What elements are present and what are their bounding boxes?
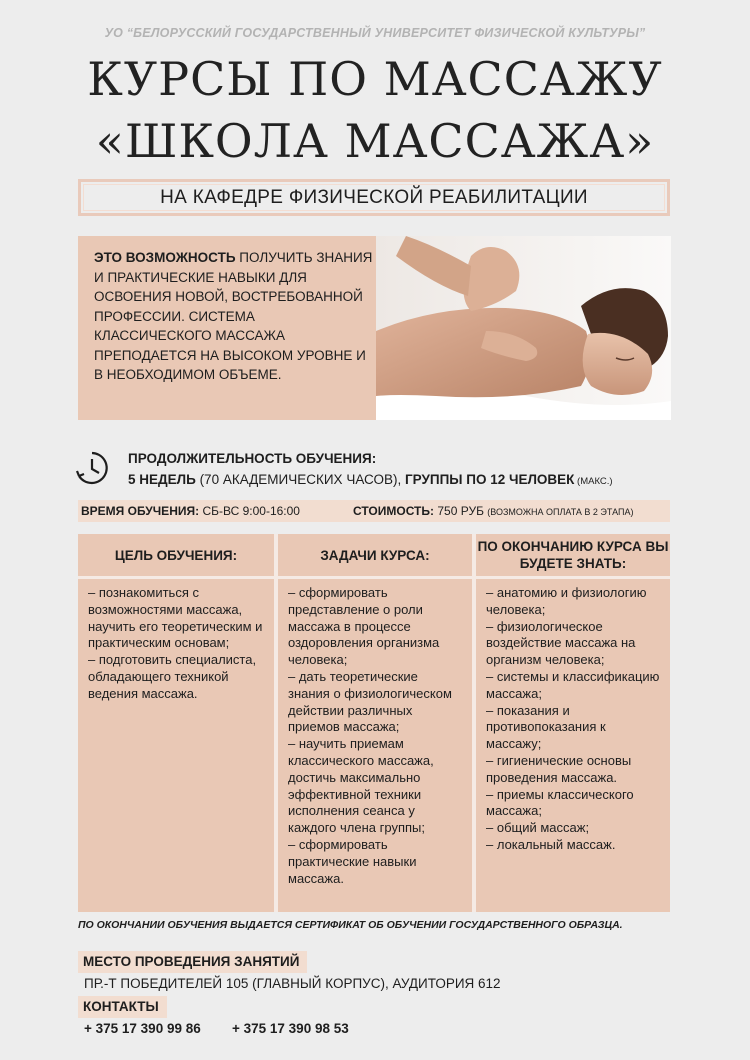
duration-max: (МАКС.) xyxy=(574,476,613,487)
duration-text xyxy=(128,472,613,487)
location-heading: МЕСТО ПРОВЕДЕНИЯ ЗАНЯТИЙ xyxy=(78,951,307,973)
schedule-bar xyxy=(78,500,670,522)
column-outcomes-body: – анатомию и физиологию человека; – физиологическое воздействие массажа на организм человека; – системы и классификацию массажа; – показания и противопоказания к массажу; – гигиенические основы проведения массажа. – приемы классического массажа; – общий массаж; – локальный массаж. xyxy=(486,585,660,852)
department-banner xyxy=(78,179,670,216)
duration-title: ПРОДОЛЖИТЕЛЬНОСТЬ ОБУЧЕНИЯ: xyxy=(128,451,377,466)
duration-hours: (70 АКАДЕМИЧЕСКИХ ЧАСОВ), xyxy=(195,472,405,487)
column-outcomes-heading: ПО ОКОНЧАНИЮ КУРСА ВЫ БУДЕТЕ ЗНАТЬ: xyxy=(477,539,669,571)
back xyxy=(376,308,590,397)
column-outcomes xyxy=(476,534,670,912)
schedule-cost xyxy=(353,500,633,523)
contacts-heading: КОНТАКТЫ xyxy=(78,996,167,1018)
schedule-time xyxy=(81,500,300,522)
cost-label: СТОИМОСТЬ: xyxy=(353,504,435,518)
intro-box xyxy=(78,236,376,420)
info-table xyxy=(78,534,670,912)
title-line-2: «ШКОЛА МАССАЖА» xyxy=(95,114,655,168)
cost-note: (ВОЗМОЖНА ОПЛАТА В 2 ЭТАПА) xyxy=(487,507,634,517)
column-goal-heading: ЦЕЛЬ ОБУЧЕНИЯ: xyxy=(114,547,238,563)
intro-text: ПОЛУЧИТЬ ЗНАНИЯ И ПРАКТИЧЕСКИЕ НАВЫКИ ДЛЯ ОСВОЕНИЯ НОВОЙ, ВОСТРЕБОВАННОЙ ПРОФЕССИИ. СИСТЕМА КЛАССИЧЕСКОГО МАССАЖА ПРЕПОДАЕТСЯ НА ВЫСОКОМ УРОВНЕ И В НЕОБХОДИМОМ ОБЪЕМЕ. xyxy=(94,250,373,382)
university-name: УО “БЕЛОРУССКИЙ ГОСУДАРСТВЕННЫЙ УНИВЕРСИТЕТ ФИЗИЧЕСКОЙ КУЛЬТУРЫ” xyxy=(104,26,646,40)
title-line-1: КУРСЫ ПО МАССАЖУ xyxy=(87,52,663,106)
duration-groups: ГРУППЫ ПО 12 ЧЕЛОВЕК xyxy=(404,472,575,487)
phone-2[interactable]: + 375 17 390 98 53 xyxy=(232,1021,349,1036)
time-label: ВРЕМЯ ОБУЧЕНИЯ: xyxy=(81,504,200,518)
column-tasks-body: – сформировать представление о роли массажа в процессе оздоровления организма человека; – дать теоретические знания о физиологическом действии различных приемов массажа; – научить приемам классического массажа, достичь максимально эффективной техники исполнения сеанса у каждого члена группы; – сформировать практические навыки массажа. xyxy=(288,585,452,886)
column-goal xyxy=(78,534,274,912)
time-value: СБ-ВС 9:00-16:00 xyxy=(199,504,300,518)
cost-value: 750 РУБ xyxy=(434,504,488,518)
column-tasks-heading: ЗАДАЧИ КУРСА: xyxy=(320,547,430,563)
massage-photo xyxy=(376,236,671,420)
column-tasks xyxy=(278,534,472,912)
column-goal-body: – познакомиться с возможностями массажа, научить его теоретическим и практическим основам; – подготовить специалиста, обладающего техникой ведения массажа. xyxy=(88,585,263,701)
intro-lead: ЭТО ВОЗМОЖНОСТЬ xyxy=(94,250,236,265)
certificate-note: ПО ОКОНЧАНИИ ОБУЧЕНИЯ ВЫДАЕТСЯ СЕРТИФИКАТ ОБ ОБУЧЕНИИ ГОСУДАРСТВЕННОГО ОБРАЗЦА. xyxy=(78,919,623,931)
department-label: НА КАФЕДРЕ ФИЗИЧЕСКОЙ РЕАБИЛИТАЦИИ xyxy=(160,187,588,208)
massage-photo-illustration xyxy=(376,236,671,420)
duration-weeks: 5 НЕДЕЛЬ xyxy=(128,472,196,487)
location-address: ПР.-Т ПОБЕДИТЕЛЕЙ 105 (ГЛАВНЫЙ КОРПУС), АУДИТОРИЯ 612 xyxy=(84,976,501,991)
clock-icon xyxy=(74,450,110,486)
phone-1[interactable]: + 375 17 390 99 86 xyxy=(84,1021,201,1036)
